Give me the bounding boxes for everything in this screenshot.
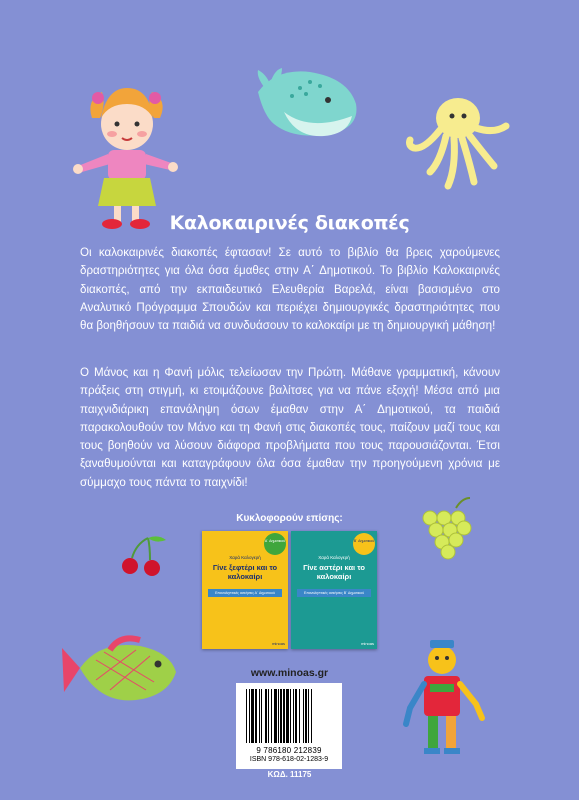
book-author: Χαρά Καλογερή xyxy=(229,555,261,560)
barcode-bar xyxy=(255,689,257,743)
barcode-bar xyxy=(295,689,297,743)
barcode-bar xyxy=(305,689,307,743)
description-paragraph-1: Οι καλοκαιρινές διακοπές έφτασαν! Σε αυτό το βιβλίο θα βρεις χαρούμενες δραστηριότητες για όλα όσα έμαθες στην Α΄ Δημοτικού. Το βιβλίο Καλοκαιρινές διακοπές, από την εκπαιδευτικό Ελευθερία Βαρελά, είναι βασισμένο στο Αναλυτικό Πρόγραμμα Σπουδών και περιέχει δημιουργικές δραστηριότητες που θα βοηθήσουν τα παιδιά να συνδυάσουν το καλοκαίρι με τη δημιουργική μάθηση! xyxy=(80,246,500,333)
page-title: Καλοκαιρινές διακοπές xyxy=(169,212,410,234)
barcode-bar xyxy=(246,689,247,743)
barcode-bar xyxy=(311,689,312,743)
barcode-bar xyxy=(286,689,289,743)
barcode-bars xyxy=(236,685,342,747)
book-title: Γίνε αστέρι και το καλοκαίρι xyxy=(303,563,365,581)
book-author: Χαρά Καλογερή xyxy=(318,555,350,560)
robot-illustration xyxy=(406,640,482,754)
barcode-bar xyxy=(265,689,267,743)
also-available-label: Κυκλοφορούν επίσης: xyxy=(236,513,343,524)
book-subtitle: Επαναληπτικές ασκήσεις Β΄ Δημοτικού xyxy=(297,589,371,597)
barcode-bar xyxy=(280,689,282,743)
book-publisher: minoas xyxy=(272,641,285,646)
girl-illustration xyxy=(73,88,178,229)
barcode-bar xyxy=(278,689,279,743)
isbn-digits: 9 786180 212839 xyxy=(256,746,322,755)
book-badge: Α΄ Δημοτικού xyxy=(264,533,286,555)
book-cover-2[interactable] xyxy=(291,531,377,649)
barcode-bar xyxy=(249,689,250,743)
barcode-bar xyxy=(251,689,254,743)
barcode-bar xyxy=(303,689,304,743)
website-link[interactable]: www.minoas.gr xyxy=(250,667,329,679)
barcode-bar xyxy=(283,689,285,743)
barcode-bar xyxy=(271,689,272,743)
grapes-illustration xyxy=(423,498,471,559)
book-publisher: minoas xyxy=(361,641,374,646)
barcode-bar xyxy=(259,689,260,743)
book-title: Γίνε ξεφτέρι και το καλοκαίρι xyxy=(212,563,278,581)
description-paragraph-2: Ο Μάνος και η Φανή μόλις τελείωσαν την Πρώτη. Μάθανε γραμματική, κάνουν πράξεις στη στιγμή, κι ετοιμάζουνε βαλίτσες για να πάνε εξοχή! Μέσα από μια παιχνιδιάρικη επανάληψη όσων έμαθαν στην Α΄ Δημοτικού, τα παιδιά παρακολουθούν τον Μάνο και τη Φανή στις διακοπές τους, παίζουν μαζί τους και τους βοηθούν να λύσουν διάφορα προβλήματα που τους παρουσιάζονται. Έτσι ξαναθυμούνται και καταγράφουν όλα όσα έμαθαν την προηγούμενη χρόνια με σύμμαχο τους πάντα το παιχνίδι! xyxy=(80,366,500,489)
barcode-bar xyxy=(308,689,309,743)
book-subtitle: Επαναληπτικές ασκήσεις Α΄ Δημοτικού xyxy=(208,589,282,597)
product-code: ΚΩΔ. 11175 xyxy=(267,770,312,779)
whale-illustration xyxy=(258,68,357,136)
book-cover-1[interactable] xyxy=(202,531,288,649)
octopus-illustration xyxy=(410,98,507,186)
book-badge: Β΄ Δημοτικού xyxy=(353,533,375,555)
barcode-bar xyxy=(268,689,269,743)
barcode-bar xyxy=(290,689,291,743)
barcode-bar xyxy=(274,689,277,743)
barcode-bar xyxy=(261,689,262,743)
isbn-number: ISBN 978-618-02-1283-9 xyxy=(249,756,329,763)
barcode-bar xyxy=(299,689,300,743)
barcode-bar xyxy=(293,689,294,743)
cherries-illustration xyxy=(122,536,166,576)
